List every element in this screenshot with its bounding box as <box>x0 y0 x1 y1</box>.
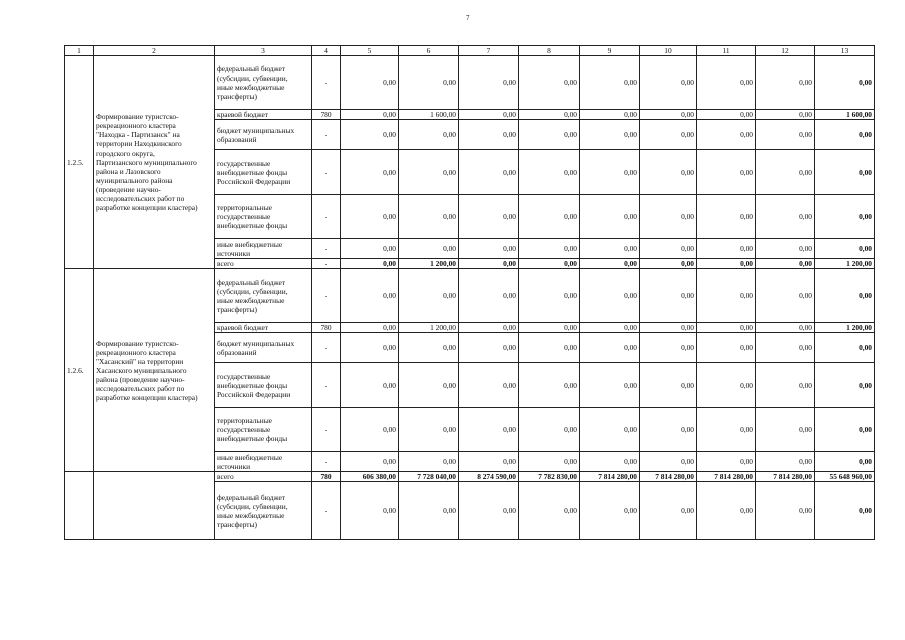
budget-code-cell: - <box>312 482 341 540</box>
text-line: государственные <box>217 212 271 222</box>
amount-cell: 0,00 <box>519 239 580 259</box>
amount-cell: 0,00 <box>580 269 640 323</box>
text-line: образований <box>217 347 257 357</box>
amount-cell: 0,00 <box>756 150 815 195</box>
amount-cell: 0,00 <box>519 259 580 269</box>
column-header: 11 <box>697 46 756 56</box>
amount-cell: 0,00 <box>459 363 519 408</box>
text-line: района и Лазовского <box>96 166 161 176</box>
budget-code-cell: 780 <box>312 323 341 333</box>
amount-cell: 0,00 <box>519 363 580 408</box>
amount-cell: 0,00 <box>815 150 875 195</box>
amount-cell: 0,00 <box>459 269 519 323</box>
text-line: района (проведение научно- <box>96 374 185 384</box>
amount-cell: 0,00 <box>341 408 399 452</box>
funding-source-cell <box>215 408 312 452</box>
amount-cell: 0,00 <box>459 239 519 259</box>
amount-cell: 1 200,00 <box>815 323 875 333</box>
amount-cell: 0,00 <box>756 110 815 120</box>
amount-cell: 1 200,00 <box>399 323 459 333</box>
amount-cell: 0,00 <box>580 333 640 363</box>
amount-cell: 0,00 <box>640 363 697 408</box>
amount-cell: 0,00 <box>756 482 815 540</box>
funding-source-cell <box>215 452 312 472</box>
amount-cell: 0,00 <box>697 195 756 239</box>
text-line: Российской Федерации <box>217 389 291 399</box>
amount-cell: 0,00 <box>640 408 697 452</box>
text-line: исследовательских работ по <box>96 383 185 393</box>
text-line: внебюджетные фонды <box>217 167 288 177</box>
text-line: внебюджетные фонды <box>217 434 288 444</box>
amount-cell: 0,00 <box>459 150 519 195</box>
amount-cell: 0,00 <box>459 452 519 472</box>
funding-source-cell <box>215 323 312 333</box>
text-line: иные межбюджетные <box>217 82 285 92</box>
text-line: федеральный бюджет <box>217 64 286 74</box>
amount-cell: 0,00 <box>341 482 399 540</box>
amount-cell: 0,00 <box>640 269 697 323</box>
amount-cell: 0,00 <box>399 150 459 195</box>
column-header: 10 <box>640 46 697 56</box>
amount-cell: 7 728 040,00 <box>399 472 459 482</box>
amount-cell: 0,00 <box>580 363 640 408</box>
amount-cell: 0,00 <box>519 56 580 110</box>
column-header: 3 <box>215 46 312 56</box>
text-line: Хасанского муниципального <box>96 365 187 375</box>
text-line: (субсидии, субвенции, <box>217 73 288 83</box>
amount-cell: 1 600,00 <box>399 110 459 120</box>
amount-cell: 0,00 <box>815 452 875 472</box>
amount-cell: 0,00 <box>459 408 519 452</box>
amount-cell: 0,00 <box>640 323 697 333</box>
amount-cell: 0,00 <box>341 150 399 195</box>
amount-cell: 0,00 <box>756 56 815 110</box>
amount-cell: 0,00 <box>580 150 640 195</box>
amount-cell: 0,00 <box>519 482 580 540</box>
amount-cell: 0,00 <box>815 269 875 323</box>
header-row <box>65 46 875 56</box>
text-line: рекреационного кластера <box>96 347 176 357</box>
amount-cell: 7 814 280,00 <box>640 472 697 482</box>
amount-cell: 0,00 <box>399 452 459 472</box>
amount-cell: 0,00 <box>697 408 756 452</box>
amount-cell: 0,00 <box>580 195 640 239</box>
amount-cell: 0,00 <box>341 333 399 363</box>
budget-code-cell: - <box>312 333 341 363</box>
amount-cell: 0,00 <box>459 110 519 120</box>
text-line: разработке концепции кластера) <box>96 392 198 402</box>
amount-cell: 0,00 <box>640 482 697 540</box>
amount-cell: 7 814 280,00 <box>756 472 815 482</box>
budget-code-cell: - <box>312 56 341 110</box>
amount-cell: 0,00 <box>519 333 580 363</box>
amount-cell: 0,00 <box>815 482 875 540</box>
amount-cell: 0,00 <box>341 56 399 110</box>
amount-cell: 0,00 <box>580 110 640 120</box>
amount-cell: 0,00 <box>756 239 815 259</box>
page-number: 7 <box>466 14 470 22</box>
budget-code-cell: 780 <box>312 110 341 120</box>
text-line: образований <box>217 134 257 144</box>
text-line: Формирование туристско- <box>96 112 179 122</box>
amount-cell: 0,00 <box>640 259 697 269</box>
amount-cell: 0,00 <box>341 195 399 239</box>
column-header: 13 <box>815 46 875 56</box>
amount-cell: 0,00 <box>341 239 399 259</box>
amount-cell: 0,00 <box>697 482 756 540</box>
text-line: муниципального района <box>96 175 173 185</box>
amount-cell: 7 782 830,00 <box>519 472 580 482</box>
amount-cell: 0,00 <box>459 56 519 110</box>
text-line: источники <box>217 461 251 471</box>
text-line: (субсидии, субвенции, <box>217 286 288 296</box>
amount-cell: 0,00 <box>519 195 580 239</box>
column-header: 5 <box>341 46 399 56</box>
table-row <box>65 56 875 110</box>
amount-cell: 0,00 <box>640 120 697 150</box>
funding-source-cell <box>215 110 312 120</box>
amount-cell: 0,00 <box>341 363 399 408</box>
text-line: Партизанского муниципального <box>96 157 197 167</box>
text-line: иные межбюджетные <box>217 295 285 305</box>
amount-cell: 1 600,00 <box>815 110 875 120</box>
amount-cell: 0,00 <box>519 110 580 120</box>
amount-cell: 0,00 <box>640 195 697 239</box>
row-index-cell <box>65 472 94 540</box>
amount-cell: 0,00 <box>341 120 399 150</box>
amount-cell: 0,00 <box>459 195 519 239</box>
amount-cell: 0,00 <box>399 120 459 150</box>
amount-cell: 0,00 <box>697 452 756 472</box>
column-header: 2 <box>94 46 215 56</box>
amount-cell: 0,00 <box>519 323 580 333</box>
text-line: (субсидии, субвенции, <box>217 501 288 511</box>
text-line: источники <box>217 248 251 258</box>
amount-cell: 0,00 <box>459 259 519 269</box>
text-line: городского округа, <box>96 148 155 158</box>
budget-code-cell: 780 <box>312 472 341 482</box>
amount-cell: 0,00 <box>341 110 399 120</box>
text-line: рекреационного кластера <box>96 121 176 131</box>
text-line: "Хасанский" на территории <box>96 356 184 366</box>
amount-cell: 0,00 <box>580 452 640 472</box>
amount-cell: 0,00 <box>580 239 640 259</box>
row-index-cell: 1.2.5. <box>65 56 94 269</box>
amount-cell: 0,00 <box>640 452 697 472</box>
amount-cell: 7 814 280,00 <box>580 472 640 482</box>
amount-cell: 0,00 <box>697 323 756 333</box>
amount-cell: 0,00 <box>815 333 875 363</box>
column-header: 1 <box>65 46 94 56</box>
column-header: 12 <box>756 46 815 56</box>
table-row <box>65 472 875 482</box>
amount-cell: 0,00 <box>459 333 519 363</box>
amount-cell: 0,00 <box>341 452 399 472</box>
amount-cell: 0,00 <box>697 56 756 110</box>
budget-code-cell: - <box>312 452 341 472</box>
text-line: краевой бюджет <box>217 323 268 333</box>
text-line: территориальные <box>217 416 272 426</box>
budget-code-cell: - <box>312 269 341 323</box>
amount-cell: 7 814 280,00 <box>697 472 756 482</box>
amount-cell: 0,00 <box>756 333 815 363</box>
amount-cell: 0,00 <box>580 482 640 540</box>
funding-source-cell <box>215 56 312 110</box>
text-line: всего <box>217 472 234 482</box>
amount-cell: 0,00 <box>697 110 756 120</box>
amount-cell: 0,00 <box>580 323 640 333</box>
funding-source-cell <box>215 482 312 540</box>
text-line: иные межбюджетные <box>217 510 285 520</box>
text-line: (проведение научно- <box>96 184 161 194</box>
amount-cell: 0,00 <box>459 323 519 333</box>
amount-cell: 0,00 <box>459 120 519 150</box>
amount-cell: 606 380,00 <box>341 472 399 482</box>
amount-cell: 0,00 <box>697 239 756 259</box>
text-line: территориальные <box>217 203 272 213</box>
amount-cell: 0,00 <box>640 333 697 363</box>
funding-source-cell <box>215 239 312 259</box>
text-line: "Находка - Партизанск" на <box>96 130 180 140</box>
budget-code-cell: - <box>312 408 341 452</box>
budget-table <box>64 45 875 540</box>
amount-cell: 0,00 <box>640 110 697 120</box>
budget-code-cell: - <box>312 363 341 408</box>
amount-cell: 0,00 <box>697 269 756 323</box>
amount-cell: 0,00 <box>519 150 580 195</box>
amount-cell: 55 648 960,00 <box>815 472 875 482</box>
funding-source-cell <box>215 259 312 269</box>
amount-cell: 0,00 <box>519 452 580 472</box>
amount-cell: 0,00 <box>580 120 640 150</box>
amount-cell: 0,00 <box>399 482 459 540</box>
amount-cell: 0,00 <box>815 56 875 110</box>
amount-cell: 0,00 <box>519 408 580 452</box>
amount-cell: 0,00 <box>697 150 756 195</box>
amount-cell: 0,00 <box>756 269 815 323</box>
amount-cell: 0,00 <box>756 408 815 452</box>
amount-cell: 0,00 <box>756 363 815 408</box>
text-line: всего <box>217 259 234 269</box>
text-line: государственные <box>217 158 271 168</box>
amount-cell: 0,00 <box>519 120 580 150</box>
description-cell <box>94 56 215 269</box>
funding-source-cell <box>215 120 312 150</box>
text-line: федеральный бюджет <box>217 277 286 287</box>
budget-code-cell: - <box>312 195 341 239</box>
amount-cell: 0,00 <box>815 120 875 150</box>
amount-cell: 0,00 <box>640 239 697 259</box>
amount-cell: 0,00 <box>399 56 459 110</box>
amount-cell: 0,00 <box>697 259 756 269</box>
text-line: бюджет муниципальных <box>217 125 295 135</box>
amount-cell: 0,00 <box>399 333 459 363</box>
budget-code-cell: - <box>312 239 341 259</box>
text-line: Формирование туристско- <box>96 338 179 348</box>
amount-cell: 0,00 <box>756 323 815 333</box>
amount-cell: 0,00 <box>756 452 815 472</box>
amount-cell: 0,00 <box>640 56 697 110</box>
amount-cell: 0,00 <box>459 482 519 540</box>
text-line: территории Находкинского <box>96 139 182 149</box>
text-line: иные внебюджетные <box>217 452 283 462</box>
column-header: 8 <box>519 46 580 56</box>
table-row <box>65 269 875 323</box>
amount-cell: 0,00 <box>815 239 875 259</box>
amount-cell: 0,00 <box>580 56 640 110</box>
amount-cell: 0,00 <box>697 333 756 363</box>
budget-code-cell: - <box>312 120 341 150</box>
text-line: внебюджетные фонды <box>217 221 288 231</box>
text-line: внебюджетные фонды <box>217 380 288 390</box>
column-header: 4 <box>312 46 341 56</box>
text-line: государственные <box>217 371 271 381</box>
column-header: 9 <box>580 46 640 56</box>
amount-cell: 0,00 <box>815 195 875 239</box>
text-line: разработке концепции кластера) <box>96 202 198 212</box>
amount-cell: 0,00 <box>815 363 875 408</box>
amount-cell: 0,00 <box>399 363 459 408</box>
amount-cell: 0,00 <box>341 259 399 269</box>
description-cell <box>94 269 215 472</box>
budget-code-cell: - <box>312 150 341 195</box>
amount-cell: 0,00 <box>580 408 640 452</box>
text-line: государственные <box>217 425 271 435</box>
funding-source-cell <box>215 333 312 363</box>
amount-cell: 0,00 <box>815 408 875 452</box>
amount-cell: 0,00 <box>580 259 640 269</box>
amount-cell: 0,00 <box>399 408 459 452</box>
funding-source-cell <box>215 269 312 323</box>
funding-source-cell <box>215 195 312 239</box>
amount-cell: 0,00 <box>756 120 815 150</box>
row-index-cell: 1.2.6. <box>65 269 94 472</box>
amount-cell: 0,00 <box>756 195 815 239</box>
funding-source-cell <box>215 150 312 195</box>
text-line: краевой бюджет <box>217 110 268 120</box>
amount-cell: 0,00 <box>697 363 756 408</box>
text-line: бюджет муниципальных <box>217 338 295 348</box>
column-header: 6 <box>399 46 459 56</box>
amount-cell: 0,00 <box>399 239 459 259</box>
amount-cell: 8 274 590,00 <box>459 472 519 482</box>
text-line: трансферты) <box>217 304 257 314</box>
amount-cell: 0,00 <box>697 120 756 150</box>
text-line: Российской Федерации <box>217 176 291 186</box>
amount-cell: 0,00 <box>341 323 399 333</box>
amount-cell: 0,00 <box>640 150 697 195</box>
text-line: иные внебюджетные <box>217 239 283 249</box>
text-line: федеральный бюджет <box>217 492 286 502</box>
amount-cell: 0,00 <box>756 259 815 269</box>
amount-cell: 1 200,00 <box>815 259 875 269</box>
amount-cell: 0,00 <box>341 269 399 323</box>
column-header: 7 <box>459 46 519 56</box>
budget-code-cell: - <box>312 259 341 269</box>
text-line: трансферты) <box>217 91 257 101</box>
text-line: трансферты) <box>217 519 257 529</box>
funding-source-cell <box>215 472 312 482</box>
amount-cell: 1 200,00 <box>399 259 459 269</box>
amount-cell: 0,00 <box>519 269 580 323</box>
funding-source-cell <box>215 363 312 408</box>
amount-cell: 0,00 <box>399 195 459 239</box>
description-cell <box>94 472 215 540</box>
text-line: исследовательских работ по <box>96 193 185 203</box>
amount-cell: 0,00 <box>399 269 459 323</box>
